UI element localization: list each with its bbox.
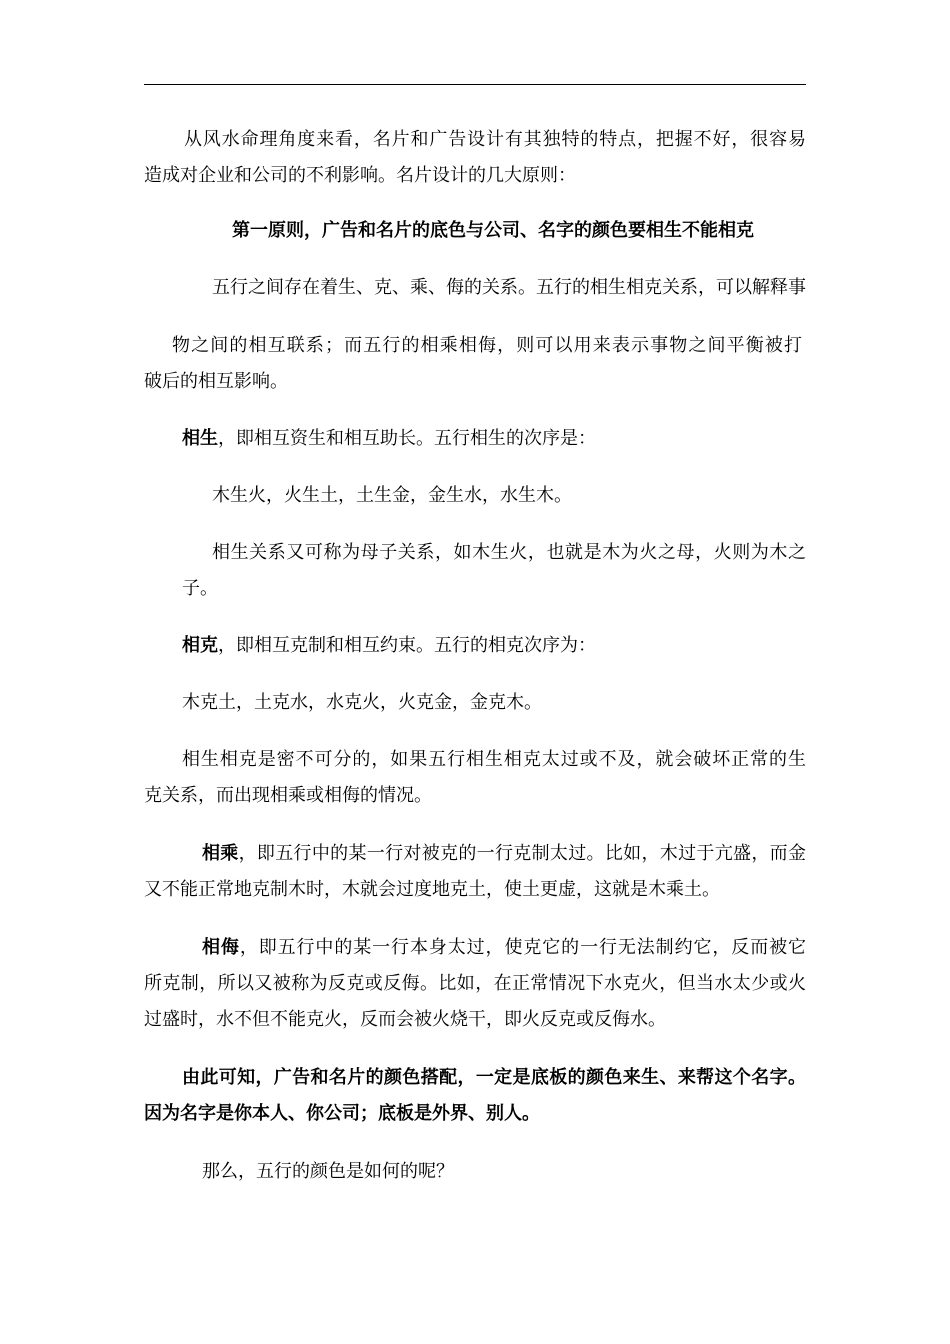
balance-line-1: 相生相克是密不可分的，如果五行相生相克太过或不及，就会破坏正常的生 bbox=[182, 749, 806, 770]
conclusion-line-1: 由此可知，广告和名片的颜色搭配，一定是底板的颜色来生、来帮这个名字。 bbox=[182, 1067, 806, 1088]
overacting-term: 相乘 bbox=[202, 843, 239, 864]
relations-line-1: 五行之间存在着生、克、乘、侮的关系。五行的相生相克关系，可以解释事 bbox=[212, 277, 806, 298]
restriction-definition bbox=[182, 634, 596, 658]
generation-text: ，即相互资生和相互助长。五行相生的次序是： bbox=[218, 428, 596, 449]
relations-line-3: 破后的相互影响。 bbox=[144, 371, 288, 392]
overacting-line-1 bbox=[202, 842, 806, 866]
overacting-line-2: 又不能正常地克制木时，木就会过度地克土，使土更虚，这就是木乘土。 bbox=[144, 879, 720, 900]
overacting-text: ，即五行中的某一行对被克的一行克制太过。比如，木过于亢盛，而金 bbox=[238, 843, 806, 864]
restriction-cycle: 木克土，土克水，水克火，火克金，金克木。 bbox=[182, 692, 542, 713]
insulting-term: 相侮 bbox=[202, 937, 240, 958]
generation-cycle: 木生火，火生土，土生金，金生水，水生木。 bbox=[212, 485, 572, 506]
relations-line-2: 物之间的相互联系；而五行的相乘相侮，则可以用来表示事物之间平衡被打 bbox=[172, 335, 802, 356]
generation-term: 相生 bbox=[182, 428, 218, 449]
conclusion-line-2: 因为名字是你本人、你公司；底板是外界、别人。 bbox=[144, 1103, 540, 1124]
restriction-term: 相克 bbox=[182, 635, 218, 656]
mother-child-line-1: 相生关系又可称为母子关系，如木生火，也就是木为火之母，火则为木之 bbox=[212, 542, 806, 563]
insulting-line-2: 所克制，所以又被称为反克或反侮。比如，在正常情况下水克火，但当水太少或火 bbox=[144, 973, 806, 994]
header-rule bbox=[144, 84, 806, 85]
mother-child-line-2: 子。 bbox=[182, 578, 218, 599]
restriction-text: ，即相互克制和相互约束。五行的相克次序为： bbox=[218, 635, 596, 656]
intro-line-2: 造成对企业和公司的不利影响。名片设计的几大原则： bbox=[144, 165, 576, 186]
insulting-line-3: 过盛时，水不但不能克火，反而会被火烧干，即火反克或反侮水。 bbox=[144, 1009, 666, 1030]
closing-question: 那么，五行的颜色是如何的呢？ bbox=[202, 1161, 454, 1182]
principle-heading: 第一原则，广告和名片的底色与公司、名字的颜色要相生不能相克 bbox=[232, 220, 754, 241]
generation-definition bbox=[182, 427, 596, 451]
balance-line-2: 克关系，而出现相乘或相侮的情况。 bbox=[144, 785, 432, 806]
intro-line-1: 从风水命理角度来看，名片和广告设计有其独特的特点，把握不好，很容易 bbox=[184, 129, 806, 150]
insulting-text: ，即五行中的某一行本身太过，使克它的一行无法制约它，反而被它 bbox=[239, 937, 807, 958]
insulting-line-1 bbox=[202, 936, 806, 960]
